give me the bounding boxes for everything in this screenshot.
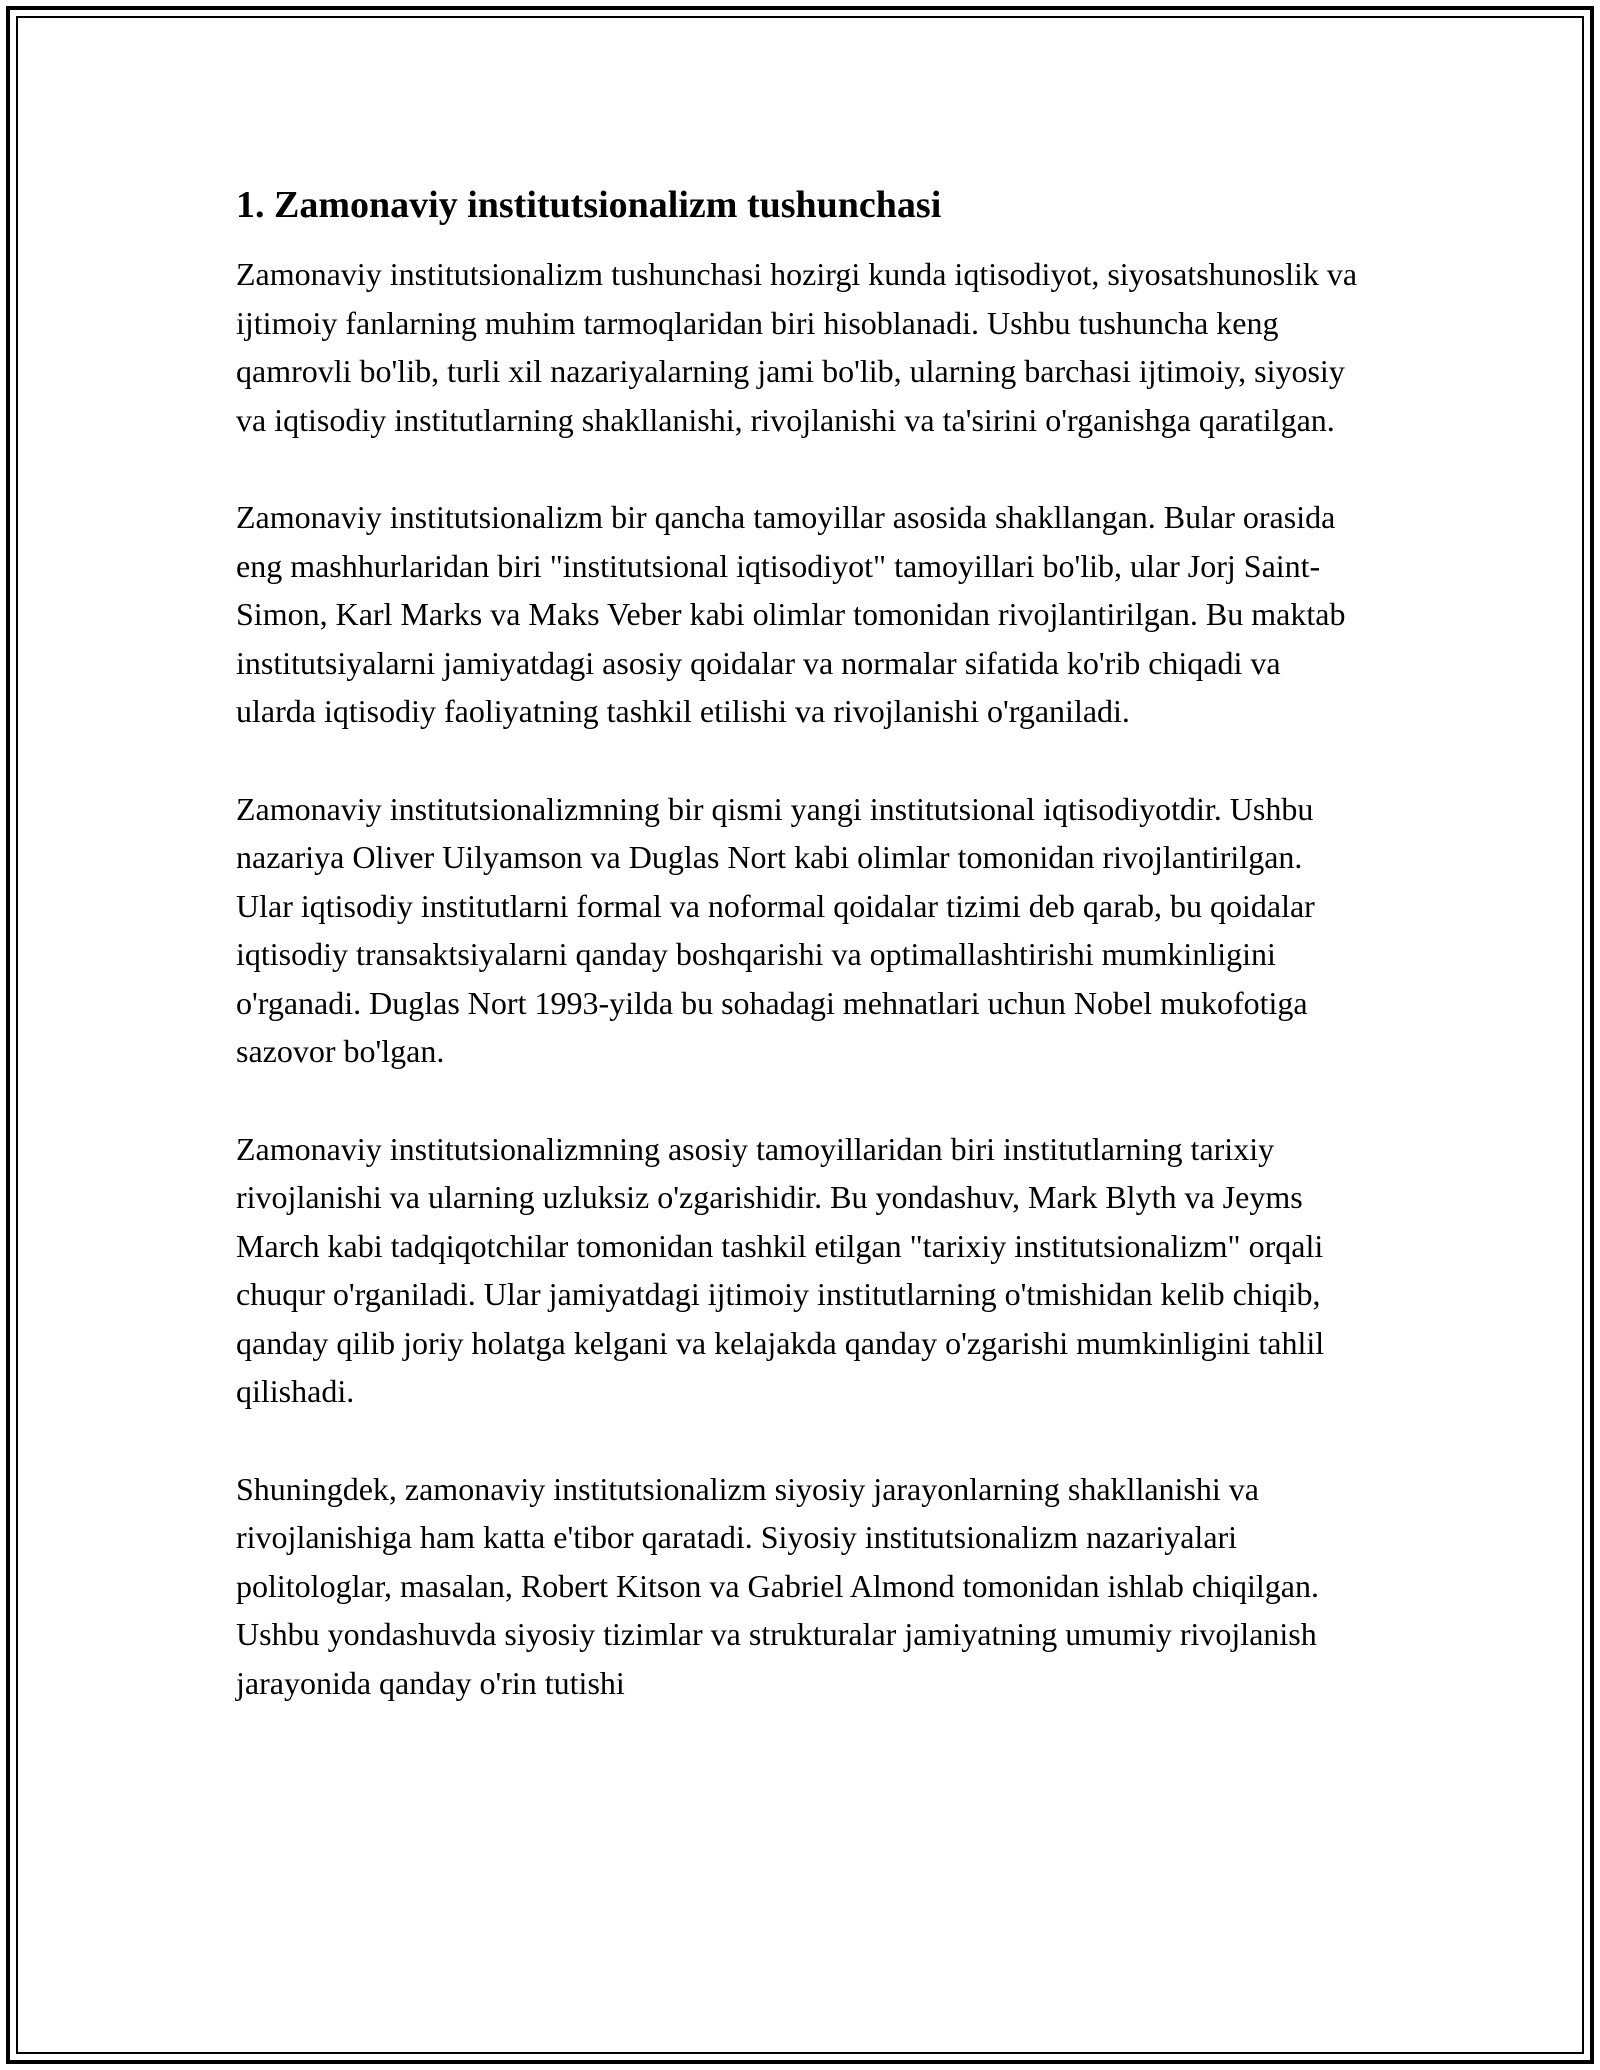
document-body xyxy=(236,182,1366,1756)
section-heading: 1. Zamonaviy institutsionalizm tushunchasi xyxy=(236,184,942,226)
paragraph-5: Shuningdek, zamonaviy institutsionalizm siyosiy jarayonlarning shakllanishi va rivojlanishiga ham katta e'tibor qaratadi. Siyosiy institutsionalizm nazariyalari politologlar, masalan, Robert Kitson va Gabriel Almond tomonidan ishlab chiqilgan. Ushbu yondashuvda siyosiy tizimlar va strukturalar jamiyatning umumiy rivojlanish jarayonida qanday o'rin tutishi xyxy=(236,1470,1319,1701)
paragraph-4: Zamonaviy institutsionalizmning asosiy tamoyillaridan biri institutlarning tarixiy rivojlanishi va ularning uzluksiz o'zgarishidir. Bu yondashuv, Mark Blyth va Jeyms March kabi tadqiqotchilar tomonidan tashkil etilgan "tarixiy institutsionalizm" orqali chuqur o'rganiladi. Ular jamiyatdagi ijtimoiy institutlarning o'tmishidan kelib chiqib, qanday qilib joriy holatga kelgani va kelajakda qanday o'zgarishi mumkinligini tahlil qilishadi. xyxy=(236,1130,1325,1409)
paragraph-2: Zamonaviy institutsionalizm bir qancha tamoyillar asosida shakllangan. Bular orasida eng mashhurlaridan biri "institutsional iqtisodiyot" tamoyillari bo'lib, ular Jorj Saint-Simon, Karl Marks va Maks Veber kabi olimlar tomonidan rivojlantirilgan. Bu maktab institutsiyalarni jamiyatdagi asosiy qoidalar va normalar sifatida ko'rib chiqadi va ularda iqtisodiy faoliyatning tashkil etilishi va rivojlanishi o'rganiladi. xyxy=(236,499,1346,729)
paragraph-1: Zamonaviy institutsionalizm tushunchasi hozirgi kunda iqtisodiyot, siyosatshunoslik va ijtimoiy fanlarning muhim tarmoqlaridan biri hisoblanadi. Ushbu tushuncha keng qamrovli bo'lib, turli xil nazariyalarning jami bo'lib, ularning barchasi ijtimoiy, siyosiy va iqtisodiy institutlarning shakllanishi, rivojlanishi va ta'sirini o'rganishga qaratilgan. xyxy=(236,256,1358,438)
paragraph-3: Zamonaviy institutsionalizmning bir qismi yangi institutsional iqtisodiyotdir. Ushbu nazariya Oliver Uilyamson va Duglas Nort kabi olimlar tomonidan rivojlantirilgan. Ular iqtisodiy institutlarni formal va noformal qoidalar tizimi deb qarab, bu qoidalar iqtisodiy transaktsiyalarni qanday boshqarishi va optimallashtirishi mumkinligini o'rganadi. Duglas Nort 1993-yilda bu sohadagi mehnatlari uchun Nobel mukofotiga sazovor bo'lgan. xyxy=(236,790,1315,1069)
